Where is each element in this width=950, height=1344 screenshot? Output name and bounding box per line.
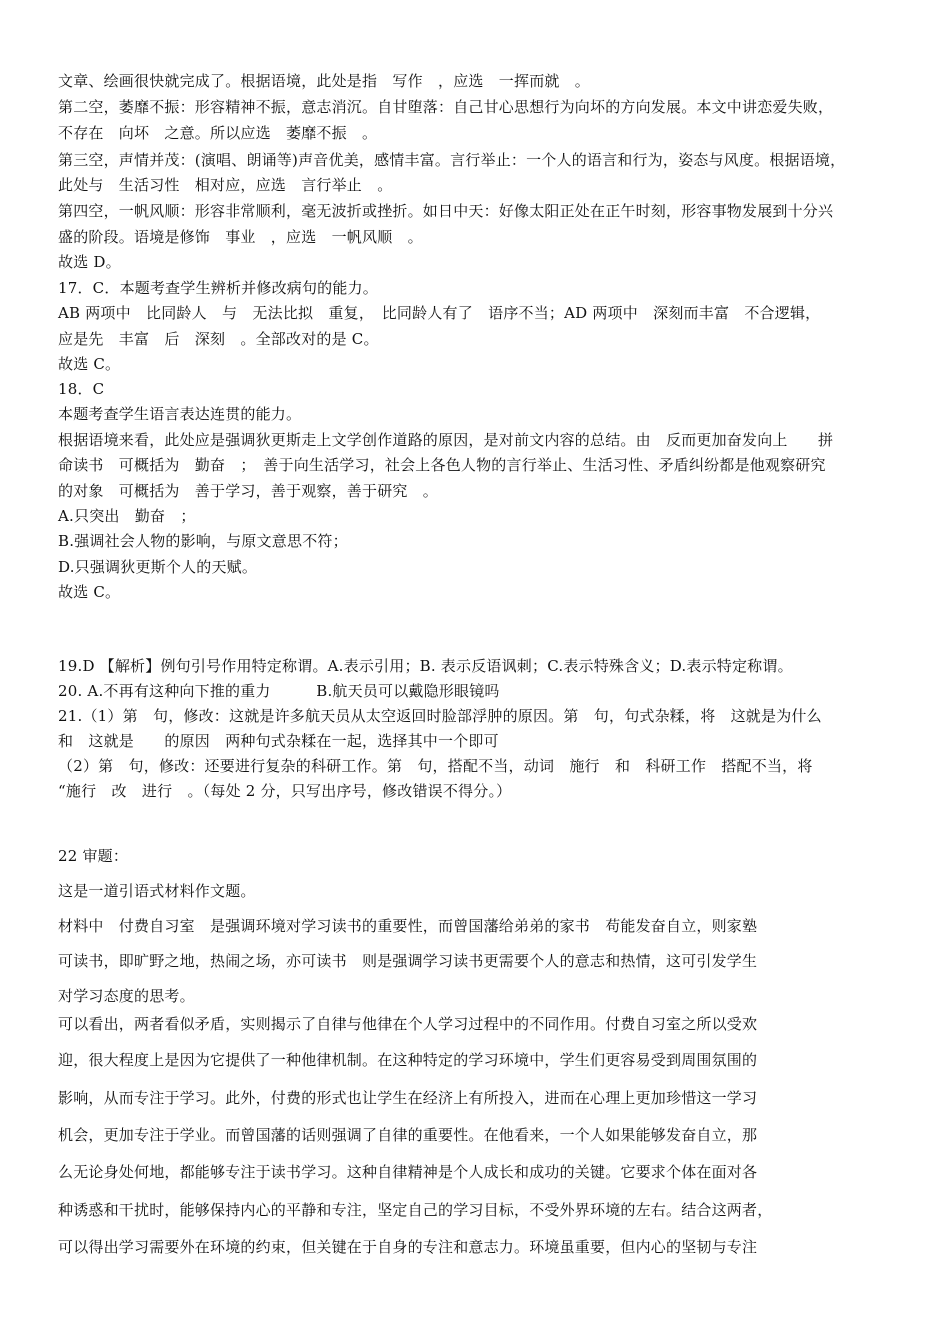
text-line: （2）第 句，修改：还要进行复杂的科研工作。第 句，搭配不当，动词 施行 和 科研工作 搭配不当，将	[58, 757, 813, 775]
text-line: 这是一道引语式材料作文题。	[58, 882, 256, 900]
text-line: 22 审题：	[58, 847, 129, 865]
text-line: 21.（1）第 句，修改：这就是许多航天员从太空返回时脸部浮肿的原因。第 句，句式杂糅，将 这就是为什么	[58, 707, 822, 725]
text-line: 第二空，萎靡不振：形容精神不振，意志消沉。自甘堕落：自己甘心思想行为向坏的方向发展。本文中讲恋爱失败，	[58, 98, 834, 116]
text-line: 第三空，声情并茂：(演唱、朗诵等)声音优美，感情丰富。言行举止：一个人的语言和行为，姿态与风度。根据语境，	[58, 151, 846, 169]
text-line: 种诱惑和干扰时，能够保持内心的平静和专注，坚定自己的学习目标，不受外界环境的左右。结合这两者，	[58, 1201, 773, 1219]
text-line: 此处与 生活习性 相对应，应选 言行举止 。	[58, 176, 393, 194]
text-line: 可以得出学习需要外在环境的约束，但关键在于自身的专注和意志力。环境虽重要，但内心的坚韧与专注	[58, 1238, 758, 1256]
text-line: B.强调社会人物的影响，与原文意思不符；	[58, 532, 348, 550]
text-line: 影响，从而专注于学习。此外，付费的形式也让学生在经济上有所投入，进而在心理上更加珍惜这一学习	[58, 1089, 758, 1107]
text-line: 19.D 【解析】例句引号作用特定称谓。A.表示引用；B. 表示反语讽刺；C.表示特殊含义；D.表示特定称谓。	[58, 657, 793, 675]
text-line: 么无论身处何地，都能够专注于读书学习。这种自律精神是个人成长和成功的关键。它要求个体在面对各	[58, 1163, 758, 1181]
text-line: 第四空，一帆风顺：形容非常顺利，毫无波折或挫折。如日中天：好像太阳正处在正午时刻，形容事物发展到十分兴	[58, 202, 834, 220]
text-line: 的对象 可概括为 善于学习，善于观察，善于研究 。	[58, 482, 439, 500]
text-line: “施行 改 进行 。（每处 2 分，只写出序号，修改错误不得分。）	[58, 782, 512, 800]
text-line: 应是先 丰富 后 深刻 。全部改对的是 C。	[58, 330, 379, 348]
text-line: 材料中 付费自习室 是强调环境对学习读书的重要性，而曾国藩给弟弟的家书 苟能发奋自立，则家塾	[58, 917, 758, 935]
text-line: 故选 D。	[58, 253, 121, 271]
text-line: 机会，更加专注于学业。而曾国藩的话则强调了自律的重要性。在他看来，一个人如果能够发奋自立，那	[58, 1126, 758, 1144]
text-line: 对学习态度的思考。	[58, 987, 195, 1005]
text-line: 故选 C。	[58, 355, 121, 373]
text-line: D.只强调狄更斯个人的天赋。	[58, 558, 258, 576]
text-line: 迎，很大程度上是因为它提供了一种他律机制。在这种特定的学习环境中，学生们更容易受到周围氛围的	[58, 1051, 758, 1069]
text-line: 本题考查学生语言表达连贯的能力。	[58, 405, 302, 423]
text-line: 20. A.不再有这种向下推的重力 B.航天员可以戴隐形眼镜吗	[58, 682, 500, 700]
text-line: 根据语境来看，此处应是强调狄更斯走上文学创作道路的原因，是对前文内容的总结。由 反而更加奋发向上 拼	[58, 431, 834, 449]
text-line: 故选 C。	[58, 583, 121, 601]
text-line: AB 两项中 比同龄人 与 无法比拟 重复， 比同龄人有了 语序不当；AD 两项中 深刻而丰富 不合逻辑，	[58, 304, 821, 322]
text-line: 18．C	[58, 380, 105, 398]
text-line: 和 这就是 的原因 两种句式杂糅在一起，选择其中一个即可	[58, 732, 499, 750]
text-line: 盛的阶段。语境是修饰 事业 ，应选 一帆风顺 。	[58, 228, 423, 246]
text-line: 可读书，即旷野之地，热闹之场，亦可读书 则是强调学习读书更需要个人的意志和热情，这可引发学生	[58, 952, 758, 970]
text-line: 可以看出，两者看似矛盾，实则揭示了自律与他律在个人学习过程中的不同作用。付费自习室之所以受欢	[58, 1015, 758, 1033]
text-line: 不存在 向坏 之意。所以应选 萎靡不振 。	[58, 124, 378, 142]
text-line: 文章、绘画很快就完成了。根据语境，此处是指 写作 ，应选 一挥而就 。	[58, 72, 591, 90]
text-line: 命读书 可概括为 勤奋 ； 善于向生活学习，社会上各色人物的言行举止、生活习性、矛盾纠纷都是他观察研究	[58, 456, 826, 474]
text-line: 17．C．本题考查学生辨析并修改病句的能力。	[58, 279, 378, 297]
text-line: A.只突出 勤奋 ；	[58, 507, 196, 525]
